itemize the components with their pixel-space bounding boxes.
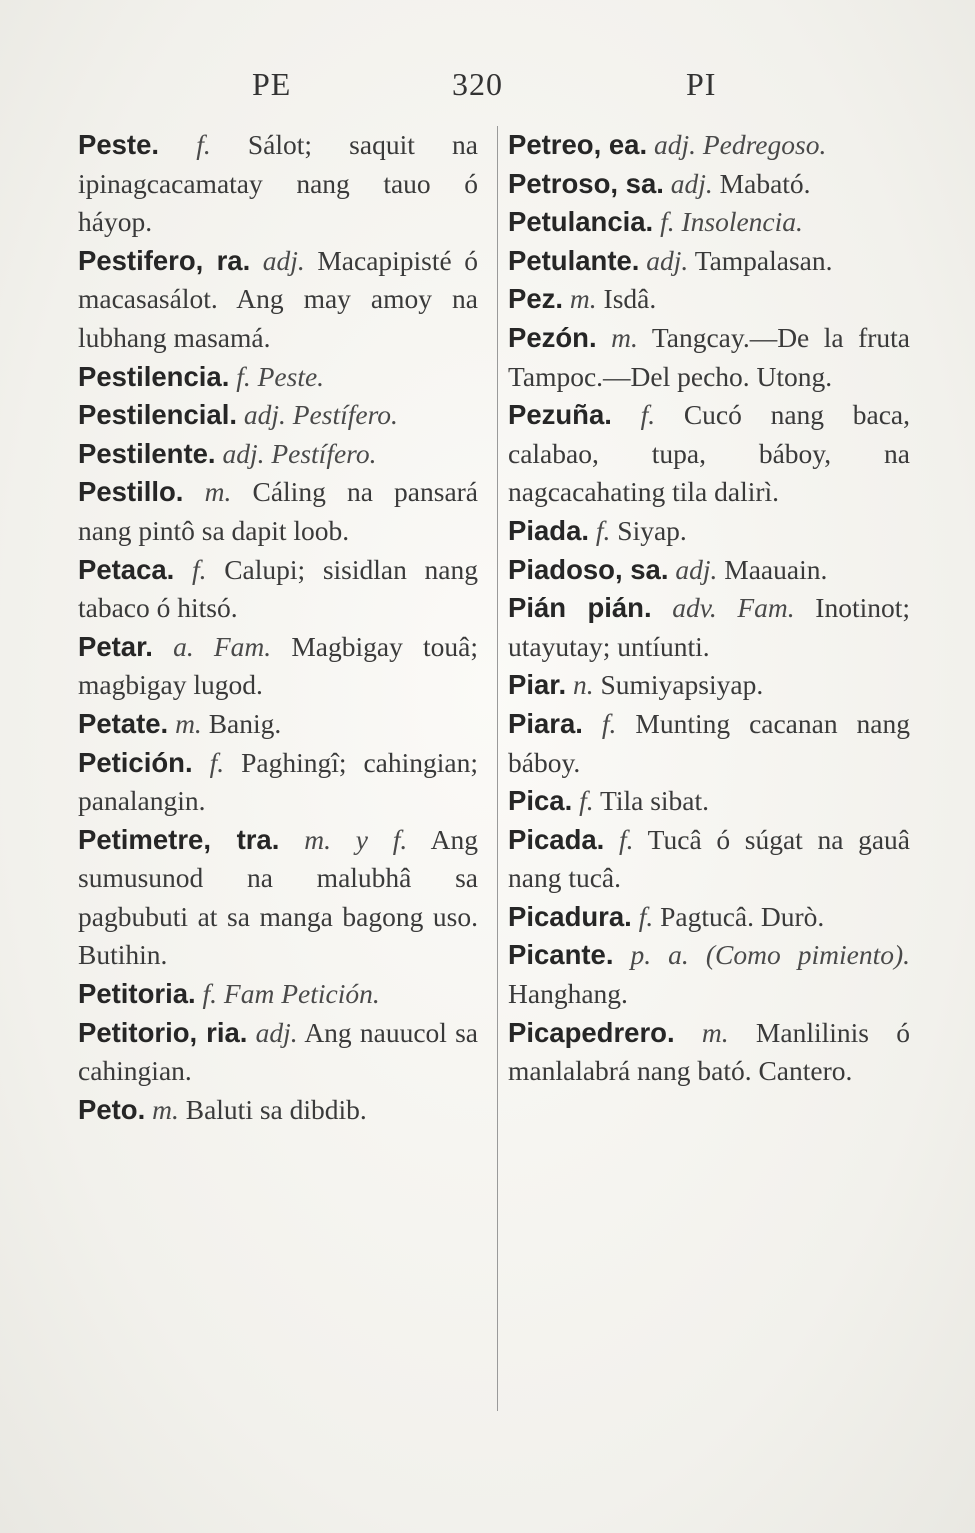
grammar-label: f. Insolencia. — [660, 206, 803, 238]
definition: Inotinot; utayutay; untíunti. — [508, 592, 911, 662]
grammar-label: adj. — [675, 553, 718, 585]
dictionary-entry — [78, 628, 478, 705]
dictionary-entry — [78, 551, 478, 628]
grammar-label: f. — [618, 823, 634, 855]
grammar-label: m. — [152, 1093, 179, 1125]
headword: Petaca. — [78, 553, 175, 585]
dictionary-entry — [78, 435, 478, 474]
grammar-label: a. Fam. — [173, 630, 272, 662]
grammar-label: adj. — [670, 167, 713, 199]
grammar-label: f. — [601, 707, 617, 739]
headword: Pestilente. — [78, 437, 216, 469]
definition: Ang sumusunod na malubhâ sa pagbubuti at sa manga bagong uso. Butihin. — [78, 823, 478, 971]
definition: Sálot; saquit na ipinagcacamatay nang tauo ó háyop. — [78, 129, 478, 238]
headword: Petimetre, tra. — [78, 823, 280, 855]
headword: Pián pián. — [508, 592, 652, 624]
headword: Picadura. — [508, 900, 632, 932]
grammar-label: n. — [572, 669, 594, 701]
grammar-label: f. Fam Petición. — [202, 978, 380, 1010]
headword: Piada. — [508, 514, 590, 546]
definition: Sumiyapsiyap. — [600, 669, 764, 701]
grammar-label: adj. Pestífero. — [222, 437, 377, 469]
definition: Cucó nang baca, calabao, tupa, báboy, na nagcacahating tila dalirì. — [508, 399, 910, 508]
definition: Cáling na pansará nang pintô sa dapit loob. — [78, 476, 479, 546]
headword: Petar. — [78, 630, 153, 662]
dictionary-entry — [508, 203, 910, 242]
headword: Petreo, ea. — [508, 129, 648, 160]
grammar-label: f. — [192, 553, 207, 585]
dictionary-entry — [508, 242, 910, 281]
headword: Pestilencial. — [78, 399, 237, 431]
definition: Manlilinis ó manlalabrá nang bató. Cantero. — [508, 1016, 911, 1087]
dictionary-entry — [78, 242, 478, 358]
grammar-label: f. Peste. — [236, 360, 325, 392]
headword: Piadoso, sa. — [508, 553, 669, 585]
dictionary-entry — [508, 1014, 910, 1091]
headword: Piar. — [508, 669, 567, 701]
column-divider — [497, 126, 498, 1411]
headword: Picante. — [508, 939, 614, 971]
dictionary-entry — [508, 821, 910, 898]
dictionary-entry — [508, 512, 910, 551]
headword: Peste. — [78, 129, 160, 160]
grammar-label: adj. — [646, 244, 689, 276]
dictionary-entry — [78, 1091, 478, 1130]
left-column — [78, 126, 478, 1129]
grammar-label: m. — [569, 283, 597, 315]
grammar-label: f. — [209, 746, 225, 778]
definition: Maauain. — [724, 553, 828, 585]
headword: Peto. — [78, 1093, 146, 1125]
definition: Banig. — [208, 707, 282, 739]
headword: Pezón. — [508, 321, 597, 353]
definition: Siyap. — [617, 514, 687, 546]
headword: Pestilencia. — [78, 360, 230, 392]
dictionary-entry — [508, 705, 910, 782]
definition: Munting cacanan nang báboy. — [508, 707, 911, 778]
headword: Piara. — [508, 707, 583, 739]
dictionary-entry — [78, 705, 478, 744]
grammar-label: adj. — [262, 244, 305, 276]
dictionary-entry — [78, 821, 478, 975]
dictionary-entry — [78, 126, 478, 242]
headword: Pezuña. — [508, 399, 612, 431]
left-guide-word: PE — [252, 66, 292, 102]
grammar-label: f. — [638, 900, 654, 932]
grammar-label: p. a. (Como pimiento). — [630, 939, 910, 971]
page-header — [0, 66, 975, 110]
grammar-label: f. — [595, 514, 611, 546]
definition: Isdâ. — [603, 283, 657, 315]
dictionary-entry — [78, 396, 478, 435]
dictionary-entry — [508, 898, 910, 937]
definition: Calupi; sisidlan nang tabaco ó hitsó. — [78, 553, 478, 624]
definition: Ang nauucol sa cahingian. — [78, 1016, 479, 1087]
dictionary-entry — [78, 975, 478, 1014]
grammar-label: adj. Pestífero. — [243, 399, 398, 431]
dictionary-entry — [78, 744, 478, 821]
page-number: 320 — [452, 66, 503, 102]
headword: Petroso, sa. — [508, 167, 664, 199]
right-guide-word: PI — [686, 66, 717, 102]
dictionary-entry — [508, 551, 910, 590]
headword: Petulante. — [508, 244, 640, 276]
dictionary-entry — [508, 165, 910, 204]
headword: Pez. — [508, 283, 564, 315]
dictionary-entry — [508, 126, 910, 165]
definition: Paghingî; cahingian; panalangin. — [78, 746, 478, 817]
definition: Tangcay.—De la fruta Tampoc.—Del pecho. Utong. — [508, 321, 910, 392]
definition: Hanghang. — [508, 978, 628, 1010]
grammar-label: f. — [196, 129, 211, 160]
dictionary-entry — [78, 473, 478, 550]
right-column — [508, 126, 910, 1091]
headword: Petición. — [78, 746, 193, 778]
headword: Pestifero, ra. — [78, 244, 251, 276]
headword: Petitorio, ria. — [78, 1016, 248, 1048]
definition: Pagtucâ. Durò. — [660, 900, 825, 932]
headword: Picapedrero. — [508, 1016, 675, 1048]
dictionary-entry — [78, 1014, 478, 1091]
grammar-label: m. — [204, 476, 232, 508]
grammar-label: m. — [701, 1016, 729, 1048]
grammar-label: m. — [611, 321, 638, 353]
grammar-label: m. — [175, 707, 202, 739]
definition: Tila sibat. — [600, 785, 710, 817]
headword: Pestillo. — [78, 476, 184, 508]
dictionary-entry — [508, 782, 910, 821]
grammar-label: f. — [640, 399, 656, 431]
grammar-label: adj. — [255, 1016, 298, 1048]
headword: Petate. — [78, 707, 169, 739]
definition: Macapipisté ó macasasálot. Ang may amoy na lubhang masamá. — [78, 244, 478, 353]
dictionary-entry — [508, 666, 910, 705]
headword: Petitoria. — [78, 978, 196, 1010]
grammar-label: m. y f. — [304, 823, 408, 855]
dictionary-entry — [508, 589, 910, 666]
definition: Magbigay touâ; magbigay lugod. — [78, 630, 478, 701]
dictionary-entry — [508, 396, 910, 512]
definition: Tucâ ó súgat na gauâ nang tucâ. — [508, 823, 910, 894]
definition: Tampalasan. — [694, 244, 833, 276]
grammar-label: adv. Fam. — [672, 592, 795, 624]
definition: Baluti sa dibdib. — [185, 1093, 367, 1125]
headword: Petulancia. — [508, 206, 654, 238]
grammar-label: f. — [579, 785, 594, 817]
dictionary-entry — [508, 319, 910, 396]
dictionary-entry — [508, 280, 910, 319]
grammar-label: adj. Pedregoso. — [653, 129, 827, 160]
headword: Picada. — [508, 823, 605, 855]
definition: Mabató. — [719, 167, 811, 199]
dictionary-entry — [78, 358, 478, 397]
dictionary-entry — [508, 936, 910, 1013]
headword: Pica. — [508, 785, 573, 817]
